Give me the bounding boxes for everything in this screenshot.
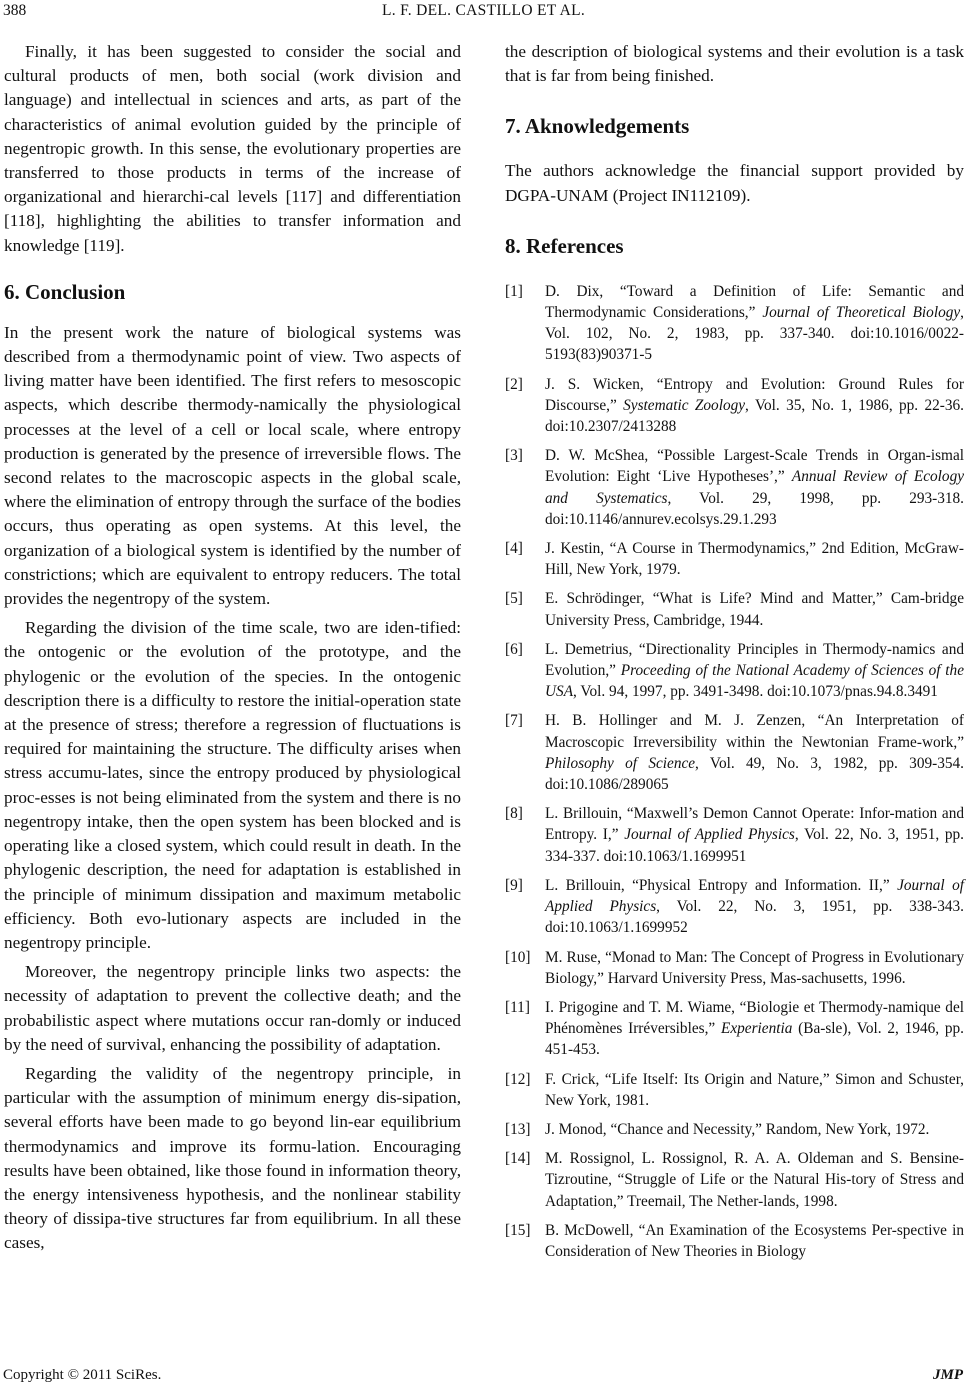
reference-authors-title: L. Brillouin, “Maxwell’s Demon Cannot Operate: Infor-mation and Entropy. I,”	[545, 805, 964, 844]
reference-authors-title: L. Brillouin, “Physical Entropy and Information. II,”	[545, 876, 898, 894]
reference-text	[545, 1119, 964, 1140]
reference-item	[505, 1119, 964, 1140]
reference-authors-title: D. W. McShea, “Possible Largest-Scale Trends in Organ-ismal Evolution: Eight ‘Live Hypotheses’,”	[545, 447, 964, 486]
reference-text	[545, 639, 964, 703]
reference-number: [15]	[505, 1221, 531, 1239]
reference-number: [3]	[505, 447, 523, 465]
reference-authors-title: J. Monod, “Chance and Necessity,” Random, New York, 1972.	[545, 1120, 930, 1138]
reference-details: , Vol. 35, No. 1, 1986, pp. 22-36. doi:10.2307/2413288	[545, 396, 964, 436]
references-heading: 8. References	[505, 233, 624, 258]
reference-item	[505, 803, 964, 867]
reference-text	[545, 710, 964, 795]
reference-list	[505, 281, 964, 1262]
reference-number: [11]	[505, 998, 530, 1016]
reference-item	[505, 710, 964, 795]
reference-authors-title: M. Ruse, “Monad to Man: The Concept of Progress in Evolutionary Biology,” Harvard University Press, Mas-sachusetts, 1996.	[545, 948, 964, 987]
reference-details: , Vol. 29, 1998, pp. 293-318. doi:10.1146/annurev.ecolsys.29.1.293	[545, 489, 965, 528]
reference-item	[505, 875, 964, 939]
reference-authors-title: J. Kestin, “A Course in Thermodynamics,” 2nd Edition, McGraw-Hill, New York, 1979.	[545, 540, 964, 579]
reference-item	[505, 1220, 964, 1262]
reference-authors-title: I. Prigogine and T. M. Wiame, “Biologie et Thermody-namique del Phénomènes Irréversibles,”	[545, 998, 964, 1038]
reference-item	[505, 281, 964, 366]
acknowledgements-text: The authors acknowledge the financial support provided by DGPA-UNAM (Project IN112109).	[505, 161, 964, 205]
reference-number: [2]	[505, 375, 523, 393]
left-column	[4, 40, 461, 1256]
reference-item	[505, 588, 964, 630]
reference-number: [6]	[505, 640, 523, 658]
reference-number: [4]	[505, 540, 523, 558]
reference-text	[545, 588, 964, 630]
reference-authors-title: B. McDowell, “An Examination of the Ecosystems Per-spective in Consideration of New Theories in Biology	[545, 1221, 964, 1260]
reference-text	[545, 538, 964, 580]
reference-item	[505, 445, 964, 530]
reference-text	[545, 1220, 964, 1262]
reference-text	[545, 445, 964, 530]
reference-journal: Proceeding of the National Academy of Sciences of the USA	[545, 662, 964, 701]
journal-abbreviation: JMP	[933, 1367, 963, 1383]
reference-item	[505, 374, 964, 438]
reference-item	[505, 997, 964, 1061]
reference-text	[545, 997, 964, 1061]
reference-journal: Experientia	[721, 1020, 793, 1038]
reference-journal: Philosophy of Science	[545, 754, 696, 772]
reference-details: (Ba-sle), Vol. 2, 1946, pp. 451-453.	[545, 1020, 965, 1059]
reference-item	[505, 639, 964, 703]
reference-number: [7]	[505, 712, 523, 730]
reference-text	[545, 875, 964, 939]
reference-number: [14]	[505, 1150, 531, 1168]
reference-authors-title: F. Crick, “Life Itself: Its Origin and Nature,” Simon and Schuster, New York, 1981.	[545, 1070, 964, 1109]
reference-authors-title: J. S. Wicken, “Entropy and Evolution: Ground Rules for Discourse,”	[545, 375, 964, 414]
reference-number: [8]	[505, 805, 523, 823]
reference-number: [10]	[505, 948, 531, 966]
page-number: 388	[3, 2, 27, 19]
conclusion-paragraph: Moreover, the negentropy principle links two aspects: the necessity of adaptation to prevent the collective death; and the probabilistic aspect where mutations occur ran-domly or induced by the need of survival, enhancing the possibility of adaptation.	[4, 962, 461, 1054]
reference-details: , Vol. 49, No. 3, 1982, pp. 309-354. doi:10.1086/289065	[545, 754, 964, 794]
conclusion-paragraph: Regarding the validity of the negentropy principle, in particular with the assumption of minimum energy dis-sipation, several efforts have been made to go beyond lin-ear equilibrium thermodynamics and improve its formu-lation. Encouraging results have been obtained, like those found in information theory, the energy intensiveness hypothesis, and the nonlinear stability theory of dissipa-tive structures far from equilibrium. In all these cases,	[4, 1063, 461, 1253]
reference-text	[545, 1148, 964, 1212]
reference-number: [12]	[505, 1070, 531, 1088]
conclusion-paragraph: In the present work the nature of biological systems was described from a thermodynamic point of view. Two aspects of living matter have been identified. The first refers to mesoscopic aspects, which describe thermody-namically the physiological processes at the level of a cell or local scale, where entropy production is generated by the presence of irreversible flows. The second relates to the macroscopic aspects in the global scale, where the elimination of entropy through the surface of the bodies occurs, thus operating as open systems. At this level, the organization of a biological system is identified by the number of constrictions; which are equivalent to entropy reducers. The total provides the negentropy of the system.	[4, 322, 461, 609]
reference-authors-title: H. B. Hollinger and M. J. Zenzen, “An Interpretation of Macroscopic Irreversibility within the Newtonian Frame-work,”	[545, 712, 964, 751]
reference-text	[545, 803, 964, 867]
running-head: L. F. DEL. CASTILLO ET AL.	[381, 2, 586, 19]
reference-authors-title: L. Demetrius, “Directionality Principles in Thermody-namics and Evolution,”	[545, 640, 964, 680]
reference-authors-title: E. Schrödinger, “What is Life? Mind and Matter,” Cam-bridge University Press, Cambridge, 1944.	[545, 590, 964, 629]
right-column	[505, 40, 964, 1270]
reference-number: [9]	[505, 876, 523, 894]
reference-authors-title: D. Dix, “Toward a Definition of Life: Semantic and Thermodynamic Considerations,”	[545, 282, 964, 322]
reference-number: [5]	[505, 590, 523, 608]
reference-number: [1]	[505, 282, 523, 300]
reference-item	[505, 947, 964, 989]
reference-item	[505, 538, 964, 580]
reference-item	[505, 1069, 964, 1111]
reference-text	[545, 374, 964, 438]
reference-journal: Journal of Theoretical Biology	[762, 304, 961, 322]
reference-text	[545, 1069, 964, 1111]
reference-details: , Vol. 22, No. 3, 1951, pp. 338-343. doi:10.1063/1.1699952	[545, 898, 964, 937]
reference-details: , Vol. 22, No. 3, 1951, pp. 334-337. doi:10.1063/1.1699951	[545, 826, 964, 865]
intro-paragraph: Finally, it has been suggested to consider the social and cultural products of men, both social (work division and language) and intellectual in sciences and arts, as part of the characteristics of animal evolution guided by the principle of negentropic growth. In this sense, the evolutionary properties are transferred to those products in terms of the increase of organizational and hierarchi-cal levels [117] and differentiation [118], highlighting the abilities to transfer information and knowledge [119].	[4, 42, 461, 255]
acknowledgements-heading: 7. Aknowledgements	[505, 114, 690, 139]
conclusion-paragraph: Regarding the division of the time scale, two are iden-tified: the ontogenic or the evolution of the prototype, and the phylogenic or the evolution of the species. In the ontogenic description there is a difficulty to restore the initial-operation state at the presence of stress; therefore a regression of fluctuations is required for maintaining the structure. The difficulty arises when stress accumu-lates, since the entropy produced by physiological proc-esses is not being eliminated from the system and there is no negentropy intake, then the open system has been blocked and is operating like a closed system, which could result in death. In the phylogenic description, the need for adaptation is established in the principle of minimum dissipation and maximum metabolic efficiency. Both evo-lutionary aspects are included in the negentropy principle.	[4, 618, 461, 952]
reference-text	[545, 947, 964, 989]
reference-number: [13]	[505, 1120, 531, 1138]
reference-item	[505, 1148, 964, 1212]
reference-journal: Annual Review of Ecology and Systematics	[545, 468, 965, 507]
reference-journal: Journal of Applied Physics	[545, 876, 964, 916]
conclusion-heading: 6. Conclusion	[4, 279, 126, 304]
reference-journal: Journal of Applied Physics	[624, 826, 795, 844]
reference-details: , Vol. 102, No. 2, 1983, pp. 337-340. doi:10.1016/0022-5193(83)90371-5	[545, 304, 964, 364]
reference-journal: Systematic Zoology	[623, 396, 746, 414]
reference-text	[545, 281, 964, 366]
continuation-paragraph: the description of biological systems and their evolution is a task that is far from being finished.	[505, 42, 964, 86]
reference-authors-title: M. Rossignol, L. Rossignol, R. A. A. Oldeman and S. Bensine-Tizroutine, “Struggle of Life or the Natural His-tory of Stress and Adaptation,” Treemail, The Nether-lands, 1998.	[545, 1150, 964, 1210]
copyright-notice: Copyright © 2011 SciRes.	[3, 1367, 162, 1383]
reference-details: , Vol. 94, 1997, pp. 3491-3498. doi:10.1073/pnas.94.8.3491	[573, 683, 938, 701]
